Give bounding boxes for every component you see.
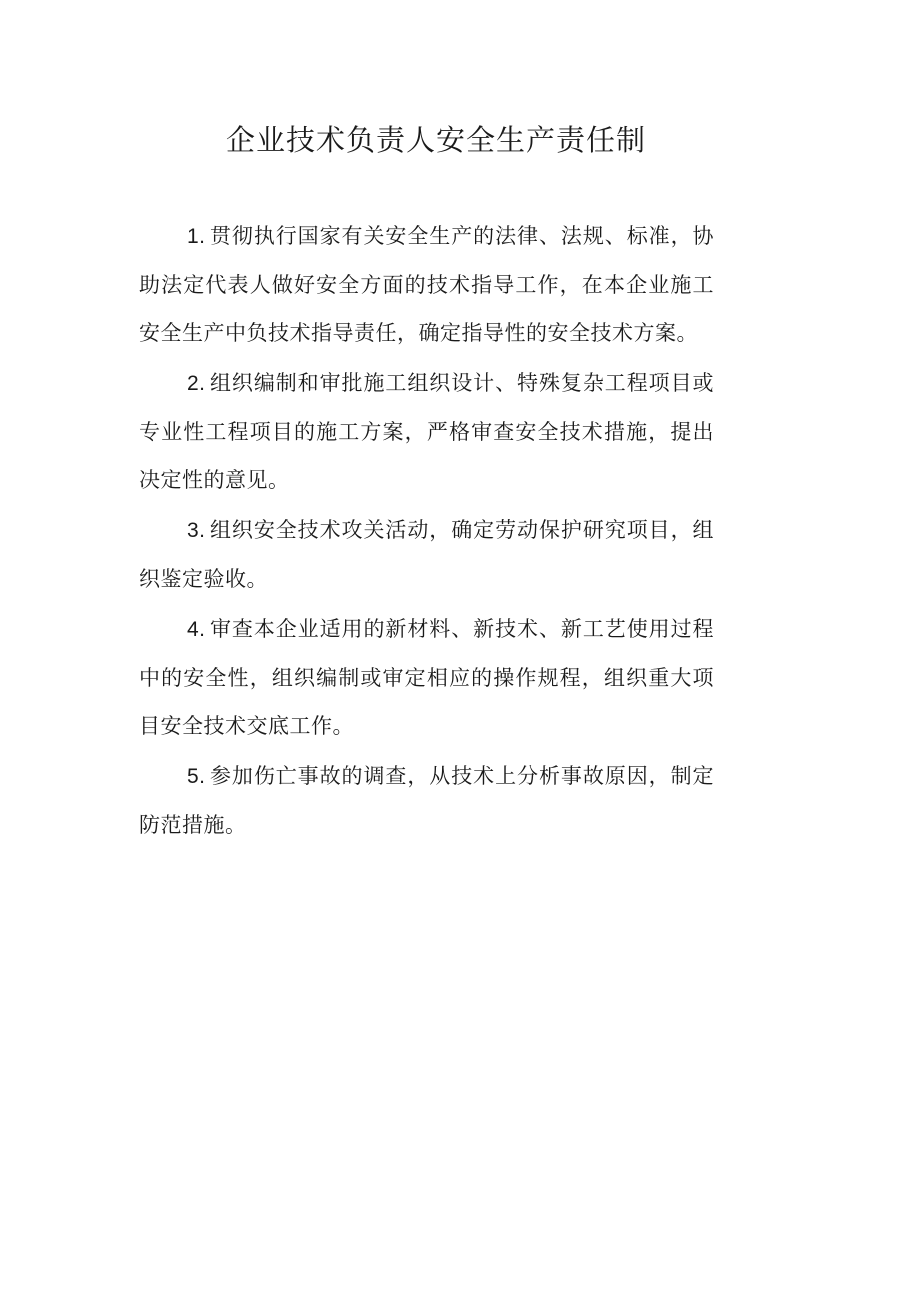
clause-list [139, 212, 714, 851]
clause-2 [139, 359, 714, 504]
clause-text: 组织安全技术攻关活动，确定劳动保护研究项目，组织鉴定验收。 [139, 518, 714, 591]
clause-1 [139, 212, 714, 357]
clause-4 [139, 605, 714, 750]
clause-number: 5. [187, 765, 206, 788]
clause-number: 2. [187, 372, 206, 395]
document-title: 企业技术负责人安全生产责任制 [225, 123, 646, 157]
clause-5 [139, 752, 714, 849]
clause-number: 3. [187, 519, 206, 542]
clause-text: 审查本企业适用的新材料、新技术、新工艺使用过程中的安全性，组织编制或审定相应的操作规程，组织重大项目安全技术交底工作。 [139, 617, 714, 738]
clause-number: 1. [187, 225, 206, 248]
clause-text: 贯彻执行国家有关安全生产的法律、法规、标准，协助法定代表人做好安全方面的技术指导工作，在本企业施工安全生产中负技术指导责任，确定指导性的安全技术方案。 [139, 224, 714, 345]
clause-text: 组织编制和审批施工组织设计、特殊复杂工程项目或专业性工程项目的施工方案，严格审查安全技术措施，提出决定性的意见。 [139, 371, 714, 492]
clause-text: 参加伤亡事故的调查，从技术上分析事故原因，制定防范措施。 [139, 764, 714, 837]
clause-number: 4. [187, 618, 206, 641]
clause-3 [139, 506, 714, 603]
